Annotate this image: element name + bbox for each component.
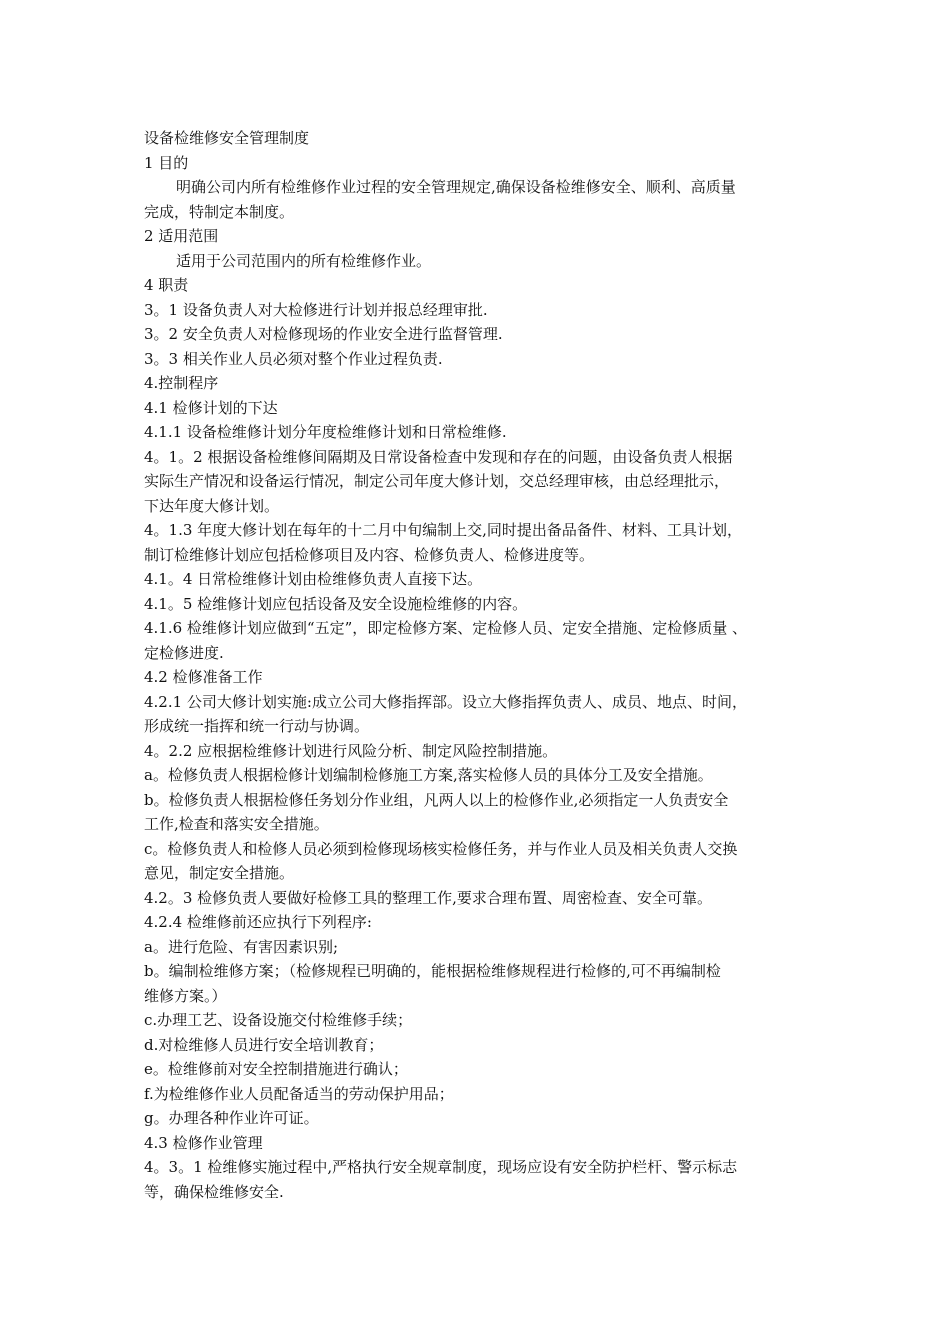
text-line: g。办理各种作业许可证。 <box>144 1109 319 1127</box>
text-line: 下达年度大修计划。 <box>144 496 280 515</box>
text-line: 4.1.1 设备检维修计划分年度检维修计划和日常检维修. <box>144 423 507 441</box>
text-line: 1 目的 <box>144 153 189 172</box>
text-line: 实际生产情况和设备运行情况，制定公司年度大修计划，交总经理审核，由总经理批示， <box>144 472 730 490</box>
text-line: c。检修负责人和检修人员必须到检修现场核实检修任务，并与作业人员及相关负责人交换 <box>144 839 738 858</box>
document-body <box>144 126 824 1204</box>
document-title: 设备检维修安全管理制度 <box>144 129 310 147</box>
text-line: 4。2.2 应根据检维修计划进行风险分析、制定风险控制措施。 <box>144 741 558 760</box>
text-line: 4.1.6 检维修计划应做到“五定”，即定检修方案、定检修人员、定安全措施、定检修质量 、 <box>144 619 748 637</box>
text-line: 意见，制定安全措施。 <box>144 864 295 882</box>
text-line: 4.2。3 检修负责人要做好检修工具的整理工作,要求合理布置、周密检查、安全可靠。 <box>144 888 712 907</box>
text-line: d.对检维修人员进行安全培训教育； <box>144 1035 384 1054</box>
text-line: a。进行危险、有害因素识别; <box>144 937 338 956</box>
text-line: 3。2 安全负责人对检修现场的作业安全进行监督管理. <box>144 325 503 343</box>
text-line: 工作,检查和落实安全措施。 <box>144 815 329 833</box>
text-line: a。检修负责人根据检修计划编制检修施工方案,落实检修人员的具体分工及安全措施。 <box>144 766 713 784</box>
text-line: 制订检维修计划应包括检修项目及内容、检修负责人、检修进度等。 <box>144 545 595 564</box>
text-line: 2 适用范围 <box>144 227 219 245</box>
text-line: 定检修进度. <box>144 643 224 662</box>
text-line: 4.2 检修准备工作 <box>144 668 263 686</box>
text-line: 4.1。5 检维修计划应包括设备及安全设施检维修的内容。 <box>144 594 528 613</box>
text-line: 4.2.1 公司大修计划实施:成立公司大修指挥部。设立大修指挥负责人、成员、地点、时间， <box>144 692 747 711</box>
text-line: 适用于公司范围内的所有检维修作业。 <box>176 251 432 270</box>
text-line: 4.3 检修作业管理 <box>144 1133 263 1152</box>
text-line: 4.2.4 检维修前还应执行下列程序: <box>144 913 372 931</box>
text-line: 4.1 检修计划的下达 <box>144 398 278 417</box>
text-line: 4.控制程序 <box>144 374 219 392</box>
text-line: e。检维修前对安全控制措施进行确认； <box>144 1060 408 1078</box>
text-line: 形成统一指挥和统一行动与协调。 <box>144 717 370 735</box>
text-line: 4.1。4 日常检维修计划由检维修负责人直接下达。 <box>144 570 483 588</box>
text-line: 明确公司内所有检维修作业过程的安全管理规定,确保设备检维修安全、顺利、高质量 <box>176 178 736 196</box>
text-line: 完成，特制定本制度。 <box>144 202 295 221</box>
text-line: 4 职责 <box>144 276 189 294</box>
text-line: 维修方案。） <box>144 986 227 1005</box>
text-line: 4。3。1 检维修实施过程中,严格执行安全规章制度，现场应设有安全防护栏杆、警示标志 <box>144 1158 738 1176</box>
text-line: 等，确保检维修安全. <box>144 1182 284 1201</box>
text-line: b。检修负责人根据检修任务划分作业组，凡两人以上的检修作业,必须指定一人负责安全 <box>144 790 729 809</box>
text-line: 4。1.3 年度大修计划在每年的十二月中旬编制上交,同时提出备品备件、材料、工具计划， <box>144 521 742 539</box>
text-line: 4。1。2 根据设备检维修间隔期及日常设备检查中发现和存在的问题，由设备负责人根据 <box>144 447 733 466</box>
text-line: 3。1 设备负责人对大检修进行计划并报总经理审批. <box>144 300 488 319</box>
text-line: f.为检维修作业人员配备适当的劳动保护用品； <box>144 1084 454 1103</box>
text-line: b。编制检维修方案；（检修规程已明确的，能根据检维修规程进行检修的,可不再编制检 <box>144 962 721 980</box>
text-line: c.办理工艺、设备设施交付检维修手续； <box>144 1011 413 1029</box>
text-line: 3。3 相关作业人员必须对整个作业过程负责. <box>144 349 443 368</box>
